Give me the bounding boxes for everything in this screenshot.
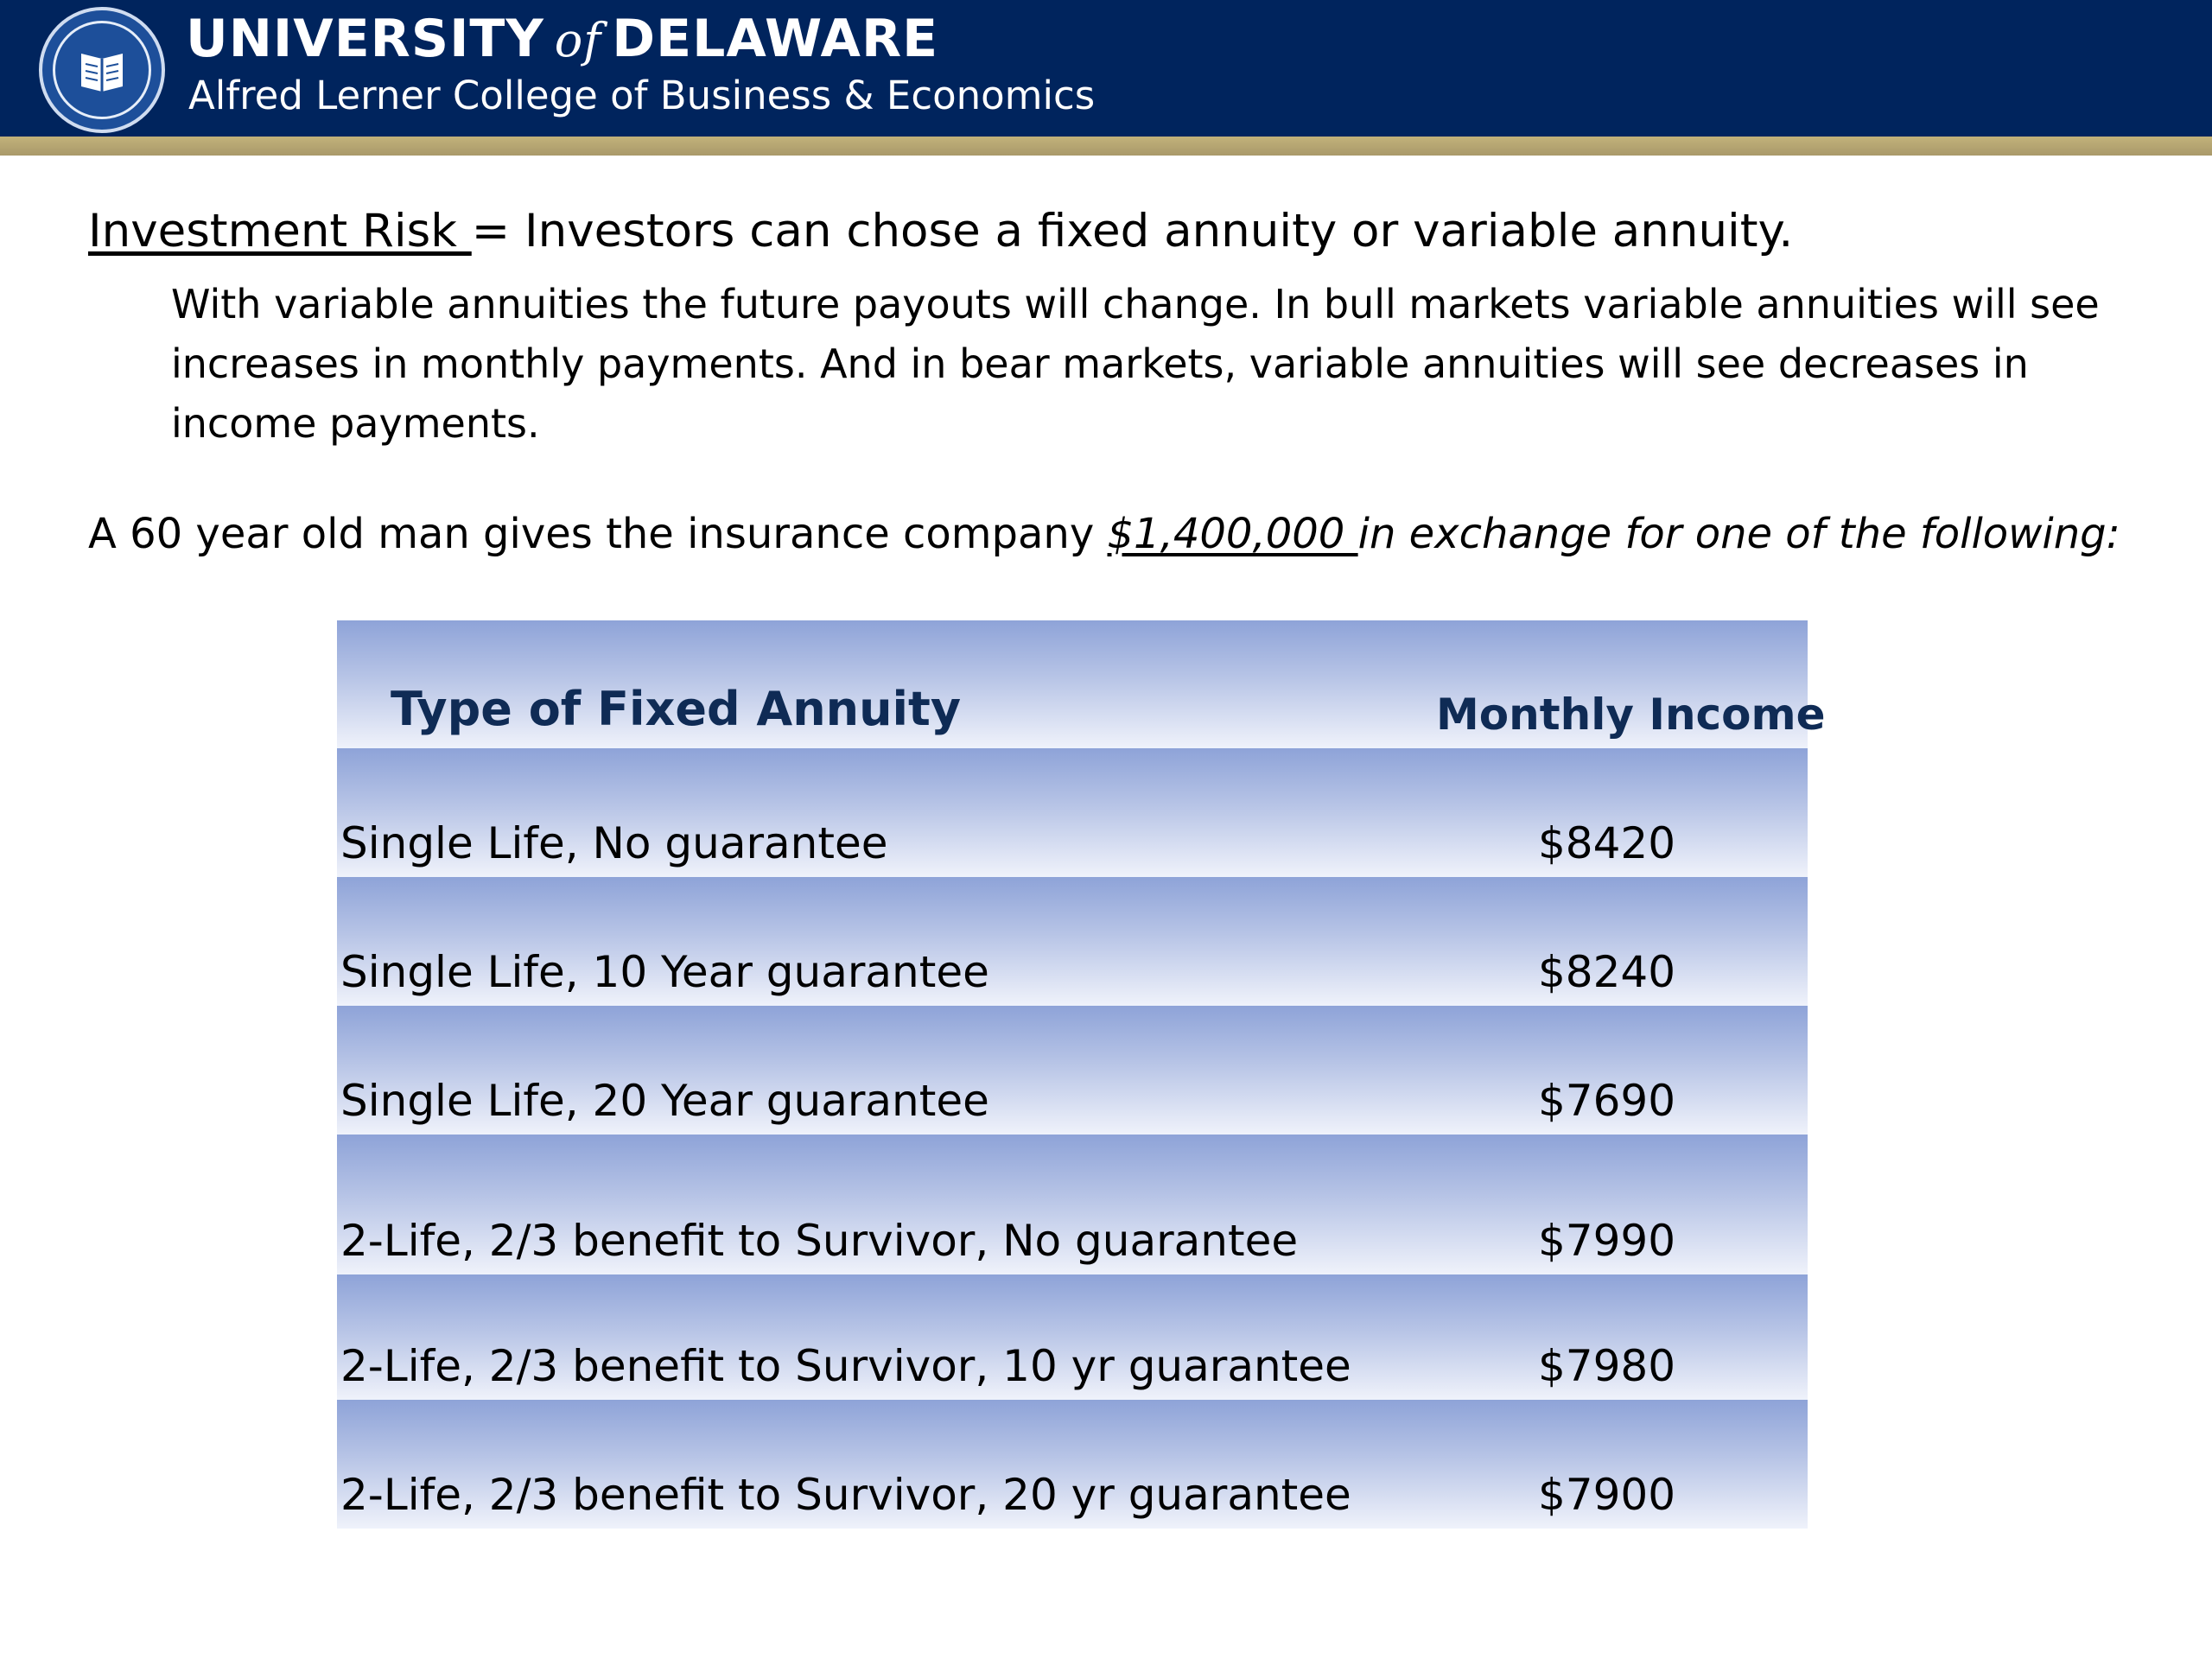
- variable-annuity-paragraph: With variable annuities the future payouts will change. In bull markets variable annuities will see increases in monthly payments. And in bear markets, variable annuities will see decreases in income payments.: [171, 281, 2100, 447]
- monthly-income-cell: $8240: [1538, 947, 1676, 997]
- college-name: Alfred Lerner College of Business & Economics: [188, 73, 1096, 118]
- table-row: [337, 1400, 1808, 1529]
- annuity-type-cell: Single Life, 20 Year guarantee: [340, 1076, 989, 1126]
- header-banner: [0, 0, 2212, 137]
- table-row: [337, 877, 1808, 1006]
- premium-amount: $1,400,000: [1107, 510, 1358, 558]
- header-monthly-income: Monthly Income: [1436, 690, 1826, 740]
- book-icon: [42, 10, 162, 130]
- table-header-row: [337, 620, 1826, 748]
- university-name-pre: UNIVERSITY: [186, 9, 544, 69]
- investment-risk-line: [88, 205, 1793, 257]
- university-name-post: DELAWARE: [612, 9, 939, 69]
- annuity-type-cell: Single Life, No guarantee: [340, 818, 888, 868]
- university-seal-logo: [39, 7, 165, 133]
- annuity-type-cell: 2-Life, 2/3 benefit to Survivor, 20 yr guarantee: [340, 1470, 1351, 1520]
- table-row: [337, 748, 1808, 877]
- header-annuity-type: Type of Fixed Annuity: [391, 682, 962, 736]
- premium-lead: A 60 year old man gives the insurance company: [88, 510, 1108, 558]
- university-name: [186, 9, 938, 69]
- annuity-type-cell: 2-Life, 2/3 benefit to Survivor, 10 yr guarantee: [340, 1341, 1351, 1391]
- university-name-of: of: [554, 13, 602, 67]
- monthly-income-cell: $8420: [1538, 818, 1676, 868]
- table-row: [337, 1006, 1808, 1135]
- premium-tail: in exchange for one of the following:: [1357, 510, 2120, 558]
- premium-line: [88, 510, 2120, 558]
- gold-rule: [0, 137, 2212, 156]
- annuity-type-cell: 2-Life, 2/3 benefit to Survivor, No guarantee: [340, 1216, 1299, 1266]
- monthly-income-cell: $7900: [1538, 1470, 1676, 1520]
- table-row: [337, 1135, 1808, 1274]
- monthly-income-cell: $7690: [1538, 1076, 1676, 1126]
- investment-risk-term: Investment Risk: [88, 205, 472, 257]
- monthly-income-cell: $7990: [1538, 1216, 1676, 1266]
- investment-risk-definition: = Investors can chose a fixed annuity or variable annuity.: [471, 205, 1794, 257]
- table-row: [337, 1274, 1808, 1400]
- annuity-type-cell: Single Life, 10 Year guarantee: [340, 947, 989, 997]
- monthly-income-cell: $7980: [1538, 1341, 1676, 1391]
- annuity-table: [337, 620, 1826, 1529]
